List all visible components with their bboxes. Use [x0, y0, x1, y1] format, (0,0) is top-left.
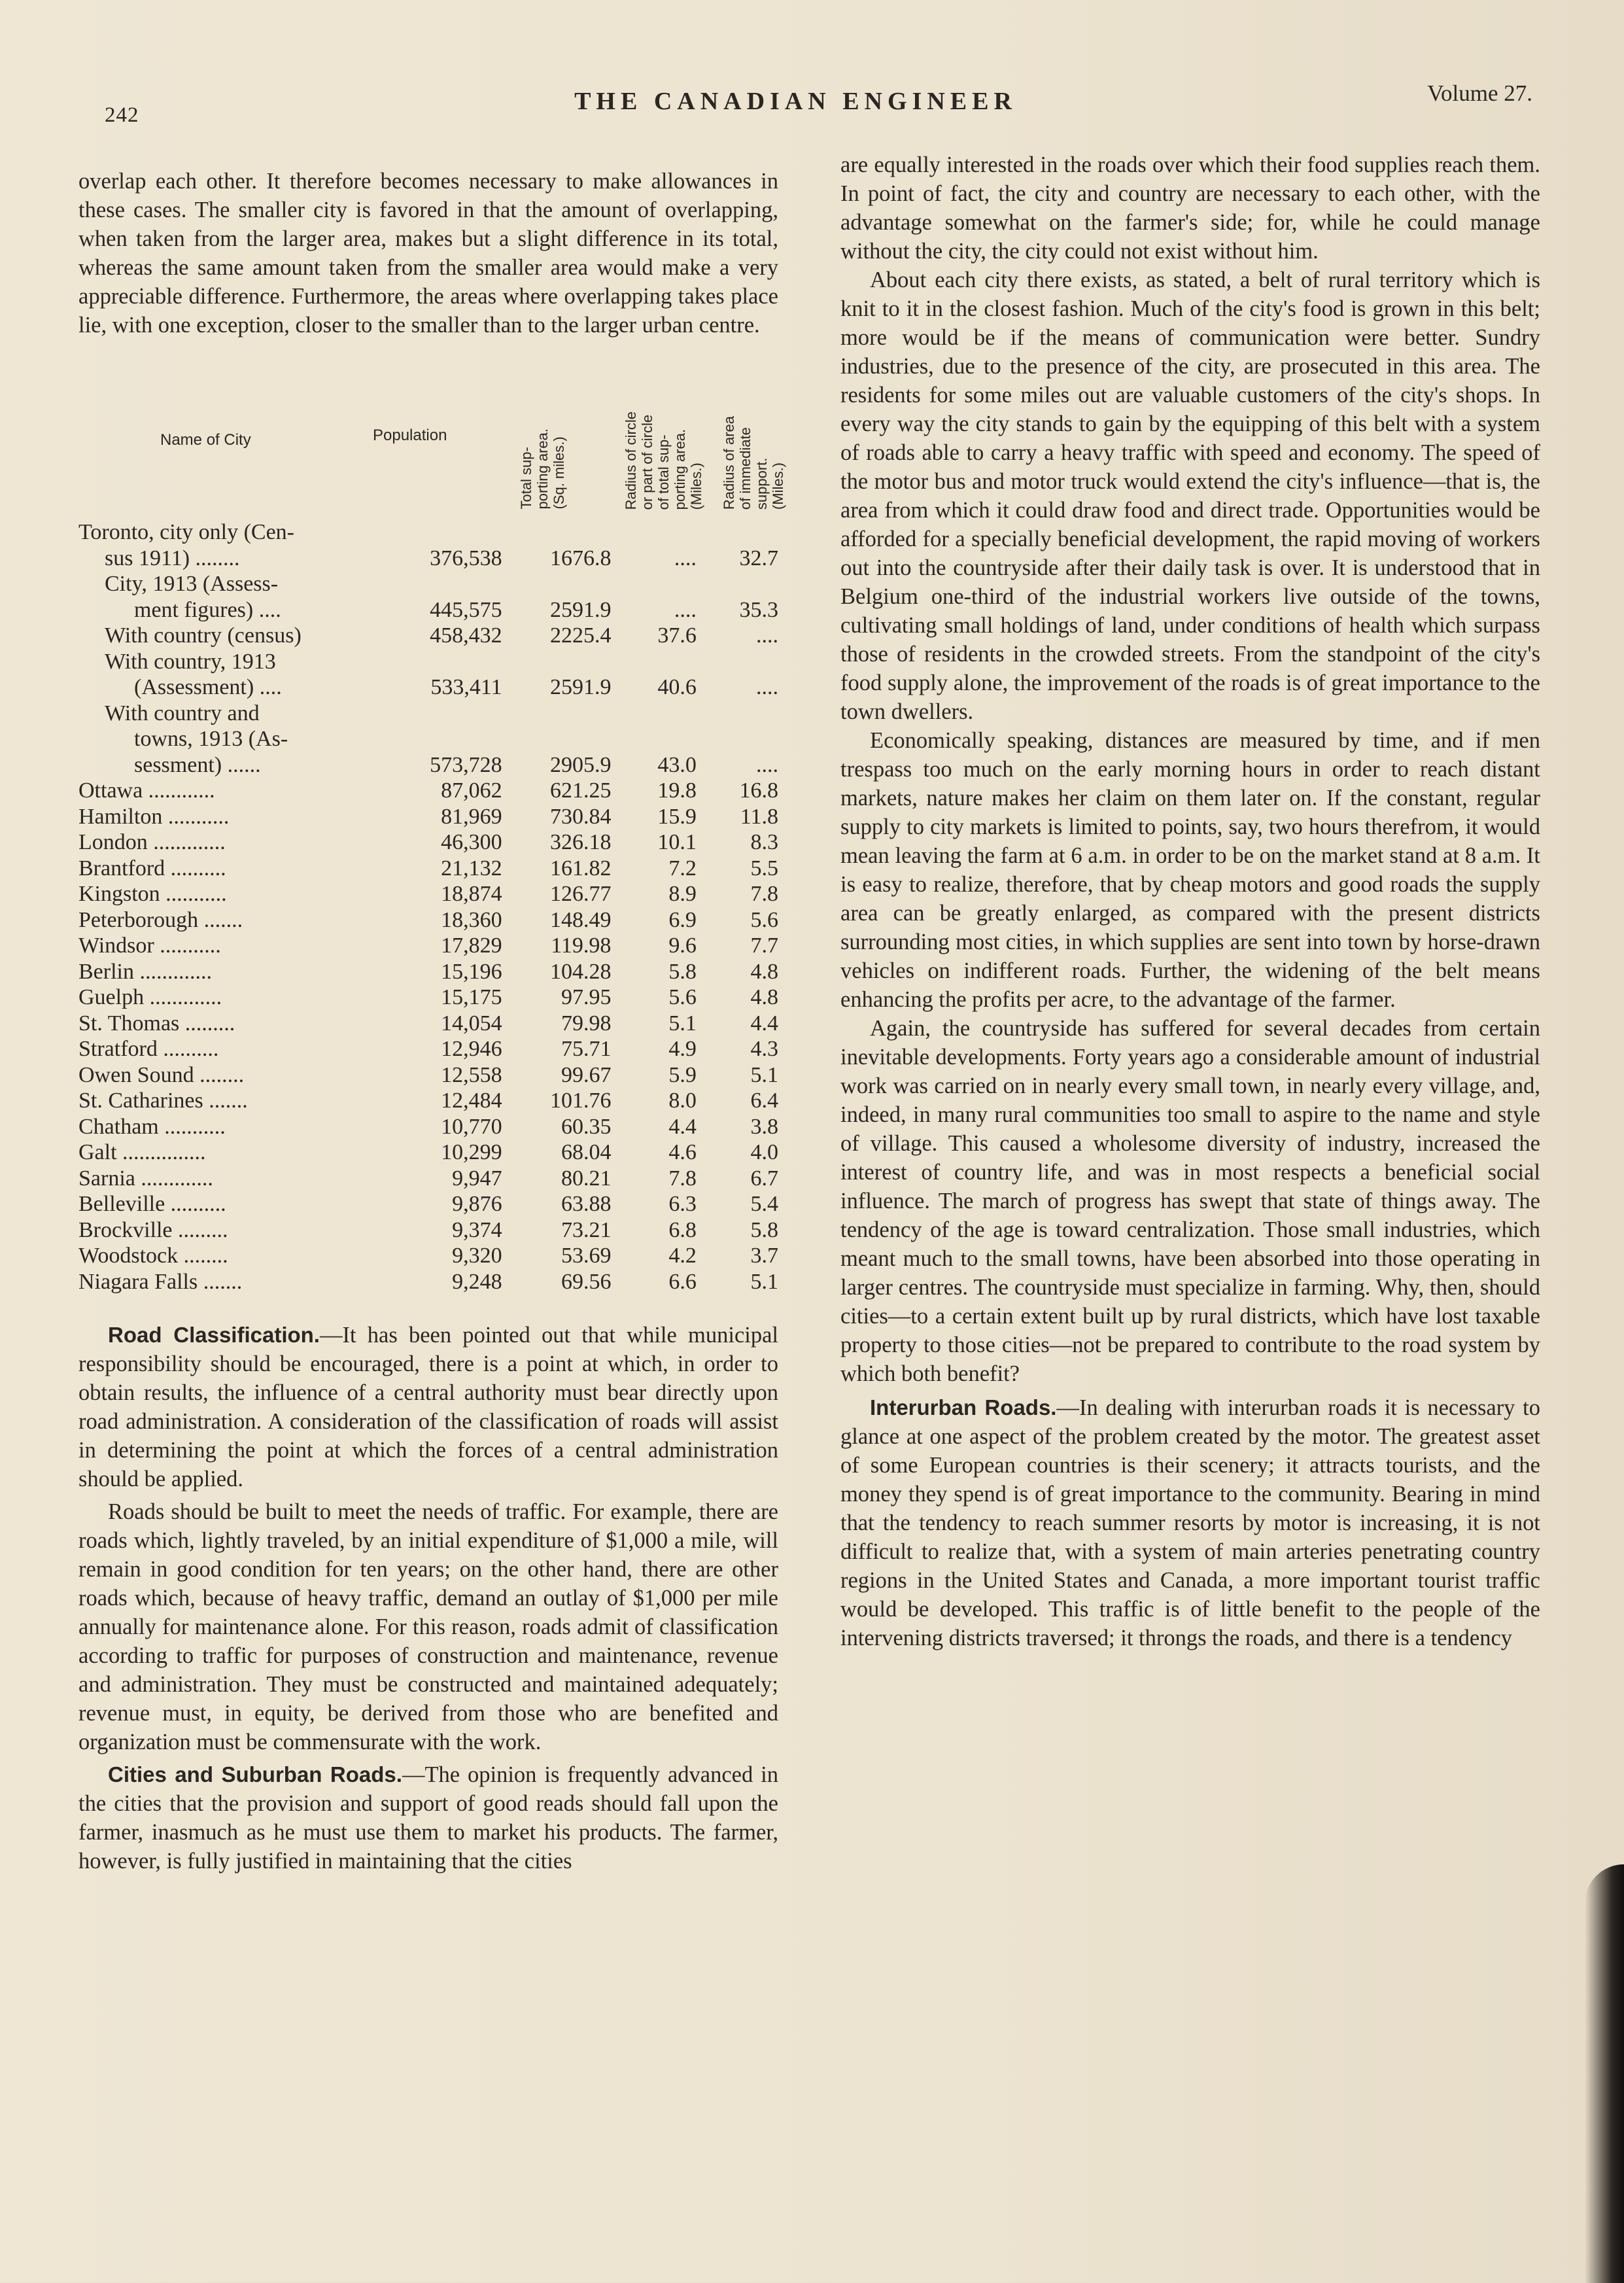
radius-cell	[614, 519, 699, 546]
city-name-cell: Ottawa ............	[78, 778, 215, 803]
area-cell: 69.56	[561, 1269, 612, 1294]
city-name-cell: Niagara Falls .......	[78, 1269, 243, 1294]
city-name-cell: sessment) ......	[134, 752, 261, 777]
city-name-cell: Berlin .............	[78, 959, 212, 984]
population-cell	[386, 571, 509, 597]
ring-cell: 7.8	[750, 882, 778, 906]
population-cell: 573,728	[430, 752, 502, 777]
ring-cell	[700, 649, 778, 675]
right-paragraph-2: About each city there exists, as stated, a belt of rural territory which is knit to it in the closest fashion. Much of the city's food is grown in this belt; more would be if the means of communication were better. Sundry industries, due to the presence of the city, are prosecuted in this area. The residents for some miles out are valuable customers of the city's shops. In every way the city stands to gain by the equipping of this belt with a system of roads able to carry a heavy traffic with speed and economy. The speed of the motor bus and motor truck would extend the city's influence—that is, the area from which it could draw food and direct trade. Opportunities would be afforded for a specially beneficial development, the rapid moving of workers out into the countryside after their daily task is over. It is understood that in Belgium one-third of the industrial workers live outside of the towns, cultivating small holdings of land, under conditions of health which surpass those of residents in the crowded streets. From the standpoint of the city's food supply alone, the improvement of the roads is of great importance to the town dwellers.	[840, 268, 1540, 724]
ring-cell: 3.7	[750, 1244, 778, 1268]
radius-cell	[614, 726, 699, 752]
population-cell: 533,411	[430, 675, 502, 699]
city-name-cell: towns, 1913 (As-	[134, 727, 288, 751]
ring-cell	[700, 519, 778, 546]
radius-cell: 10.1	[657, 830, 697, 854]
city-name-cell: With country (census)	[105, 623, 302, 648]
ring-cell: 5.6	[750, 907, 778, 932]
population-cell: 10,299	[441, 1140, 502, 1164]
table-row	[78, 881, 778, 907]
radius-cell: 43.0	[657, 752, 697, 777]
area-cell: 2905.9	[549, 752, 612, 777]
radius-cell: 4.4	[668, 1114, 697, 1139]
ring-cell	[700, 701, 778, 727]
table-row	[78, 701, 778, 727]
city-name-cell: Windsor ...........	[78, 933, 221, 958]
table-row	[78, 1269, 778, 1295]
city-name-cell: Brantford ..........	[78, 856, 226, 880]
road-classification-paragraph	[78, 1321, 778, 1493]
city-name-cell: Galt ...............	[78, 1140, 206, 1164]
radius-cell: 6.6	[668, 1269, 697, 1294]
table-header	[78, 366, 786, 519]
ring-cell: 4.8	[750, 959, 778, 984]
table-row	[78, 649, 778, 675]
radius-cell: ....	[674, 597, 697, 622]
city-name-cell: ment figures) ....	[134, 597, 281, 622]
ring-cell: 4.8	[750, 985, 778, 1009]
ring-cell: 7.7	[750, 933, 778, 958]
population-cell: 18,874	[441, 882, 502, 906]
cities-suburban-text: —The opinion is frequently advanced in the cities that the provision and support of good reads should fall upon the farmer, inasmuch as he must use them to market his products. The farmer, however, is fully justified in maintaining that the cities	[78, 1762, 778, 1873]
radius-cell	[614, 649, 699, 675]
ring-cell: 6.4	[750, 1089, 778, 1113]
radius-cell: 6.9	[668, 907, 697, 932]
population-cell: 9,248	[452, 1269, 502, 1294]
population-cell: 46,300	[441, 830, 502, 854]
ring-cell: 5.4	[750, 1192, 778, 1216]
city-name-cell: sus 1911) ........	[105, 546, 240, 570]
road-classification-heading: Road Classification.	[108, 1323, 320, 1347]
radius-cell: 5.1	[668, 1011, 697, 1036]
ring-cell: 3.8	[750, 1114, 778, 1139]
header-name-of-city: Name of City	[160, 431, 251, 449]
radius-cell	[614, 571, 699, 597]
table-row	[78, 1217, 778, 1244]
population-cell: 81,969	[441, 804, 502, 829]
table-row	[78, 1243, 778, 1269]
city-name-cell: Kingston ...........	[78, 882, 227, 906]
population-cell: 12,558	[441, 1062, 502, 1087]
population-cell: 87,062	[441, 778, 502, 803]
city-name-cell: With country and	[105, 701, 260, 725]
radius-cell: 5.9	[668, 1062, 697, 1087]
cities-suburban-heading: Cities and Suburban Roads.	[108, 1762, 402, 1786]
city-name-cell: Sarnia .............	[78, 1166, 213, 1191]
city-name-cell: Guelph .............	[78, 985, 222, 1009]
table-row	[78, 907, 778, 933]
right-paragraph-1: are equally interested in the roads over which their food supplies reach them. In point of fact, the city and country are necessary to each other, with the advantage somewhat on the farmer's side; for, while he could manage without the city, the city could not exist without him.	[840, 152, 1540, 264]
interurban-heading: Interurban Roads.	[870, 1395, 1057, 1420]
area-cell: 97.95	[561, 985, 612, 1009]
road-classification-text: —It has been pointed out that while municipal responsibility should be encouraged, there is a point at which, in order to obtain results, the influence of a central authority must bear directly upon road administration. A consideration of the classification of roads will assist in determining the point at which the forces of a central administration should be applied.	[78, 1323, 778, 1491]
table-row	[78, 829, 778, 856]
population-cell: 10,770	[441, 1114, 502, 1139]
population-cell: 15,196	[441, 959, 502, 984]
ring-cell: 16.8	[739, 778, 778, 803]
area-cell: 1676.8	[549, 546, 612, 570]
binding-shadow	[1585, 1864, 1624, 2283]
radius-cell: 8.0	[668, 1089, 697, 1113]
radius-cell: 7.8	[668, 1166, 697, 1191]
city-table	[78, 366, 786, 1295]
ring-cell: 8.3	[750, 830, 778, 854]
population-cell	[386, 649, 509, 675]
table-row	[78, 985, 778, 1011]
table-row	[78, 778, 778, 804]
radius-cell: 9.6	[668, 933, 697, 958]
population-cell: 14,054	[441, 1011, 502, 1036]
cities-suburban-paragraph	[78, 1760, 778, 1875]
right-paragraph-4: Again, the countryside has suffered for several decades from certain inevitable developments. Forty years ago a considerable amount of industrial work was carried on in nearly every small town, in nearly every village, and, indeed, in many rural communities too small to aspire to the name and style of village. This caused a wholesome diversity of industry, increased the interest of country life, and was in most respects a beneficial social influence. The march of progress has swept that state of things away. The tendency of the age is toward centralization. Those small industries, which meant much to the small towns, have been absorbed into those operating in larger centres. The countryside must specialize in farming. Why, then, should cities—to a certain extent built up by rural districts, which have lost taxable property to those cities—not be prepared to contribute to the road system by which both benefit?	[840, 1016, 1540, 1386]
city-name-cell: Toronto, city only (Cen-	[78, 520, 295, 544]
table-row	[78, 1062, 778, 1089]
population-cell	[386, 701, 509, 727]
area-cell: 621.25	[549, 778, 612, 803]
interurban-paragraph	[840, 1393, 1540, 1652]
population-cell: 9,947	[452, 1166, 502, 1191]
radius-cell: 4.2	[668, 1244, 697, 1268]
area-cell: 126.77	[549, 882, 612, 906]
radius-cell	[614, 701, 699, 727]
table-row	[78, 804, 778, 830]
ring-cell	[700, 571, 778, 597]
ring-cell: 5.1	[750, 1062, 778, 1087]
table-row	[78, 1088, 778, 1114]
radius-cell: 6.8	[668, 1217, 697, 1242]
ring-cell: 5.8	[750, 1217, 778, 1242]
right-column	[840, 150, 1540, 1652]
population-cell: 9,876	[452, 1192, 502, 1216]
table-row	[78, 674, 778, 701]
population-cell: 21,132	[441, 856, 502, 880]
population-cell: 12,484	[441, 1089, 502, 1113]
radius-cell: 7.2	[668, 856, 697, 880]
area-cell: 79.98	[561, 1011, 612, 1036]
ring-cell	[700, 726, 778, 752]
radius-cell: 15.9	[657, 804, 697, 829]
table-row	[78, 752, 778, 778]
table-row	[78, 856, 778, 882]
city-name-cell: Belleville ..........	[78, 1192, 226, 1216]
area-cell: 104.28	[549, 959, 612, 984]
city-name-cell: (Assessment) ....	[134, 675, 282, 699]
population-cell: 17,829	[441, 933, 502, 958]
table-row	[78, 933, 778, 959]
area-cell: 99.67	[561, 1062, 612, 1087]
right-paragraph-3: Economically speaking, distances are measured by time, and if men trespass too much on the early morning hours in order to reach distant markets, nature makes her claim on them later on. If the constant, regular supply to city markets is limited to points, say, two hours therefrom, it would mean leaving the farm at 6 a.m. in order to be on the market stand at 8 a.m. It is easy to realize, therefore, that by cheap motors and good roads the supply area can be greatly enlarged, as compared with the present districts surrounding most cities, in which supplies are sent into town by horse-drawn vehicles on indifferent roads. Further, the widening of the belt means enhancing the profits per acre, to the advantage of the farmer.	[840, 728, 1540, 1012]
area-cell: 75.71	[561, 1037, 612, 1061]
population-cell: 376,538	[430, 546, 502, 570]
table-row	[78, 597, 778, 623]
page-number: 242	[105, 103, 139, 127]
area-cell: 161.82	[549, 856, 612, 880]
population-cell: 12,946	[441, 1037, 502, 1061]
city-name-cell: St. Thomas .........	[78, 1011, 235, 1036]
area-cell: 53.69	[561, 1244, 612, 1268]
roads-traffic-paragraph: Roads should be built to meet the needs of traffic. For example, there are roads which, lightly traveled, by an initial expenditure of $1,000 a mile, will remain in good condition for ten years; on the other hand, there are other roads which, because of heavy traffic, demand an outlay of $1,000 per mile annually for maintenance alone. For this reason, roads admit of classification according to traffic for purposes of construction and maintenance, revenue and administration. They must be constructed and maintained adequately; revenue must, in equity, be derived from those who are benefited and organization must be commensurate with the work.	[78, 1499, 778, 1754]
table-row	[78, 1036, 778, 1062]
table-row	[78, 623, 778, 649]
city-name-cell: With country, 1913	[105, 649, 276, 674]
table-row	[78, 519, 778, 546]
ring-cell: 32.7	[739, 546, 778, 570]
population-cell: 9,320	[452, 1244, 502, 1268]
radius-cell: 37.6	[657, 623, 697, 648]
table-row	[78, 1191, 778, 1217]
radius-cell: ....	[674, 546, 697, 570]
population-cell: 458,432	[430, 623, 502, 648]
area-cell: 2225.4	[549, 623, 612, 648]
area-cell	[509, 519, 615, 546]
area-cell: 2591.9	[549, 597, 612, 622]
intro-paragraph: overlap each other. It therefore becomes necessary to make allowances in these cases. The smaller city is favored in that the amount of overlapping, when taken from the larger area, makes but a slight difference in its total, whereas the same amount taken from the smaller area would make a very appreciable difference. Furthermore, the areas where overlapping takes place lie, with one exception, closer to the smaller than to the larger urban centre.	[78, 169, 778, 338]
population-cell: 9,374	[452, 1217, 502, 1242]
ring-cell: 35.3	[739, 597, 778, 622]
population-cell: 15,175	[441, 985, 502, 1009]
running-header	[98, 77, 1532, 127]
radius-cell: 40.6	[657, 675, 697, 699]
volume-label: Volume 27.	[1427, 80, 1532, 106]
area-cell: 80.21	[561, 1166, 612, 1191]
table-row	[78, 1140, 778, 1166]
city-name-cell: Hamilton ...........	[78, 804, 230, 829]
table-row	[78, 1114, 778, 1140]
table-row	[78, 571, 778, 597]
ring-cell: 5.1	[750, 1269, 778, 1294]
area-cell	[509, 701, 615, 727]
city-name-cell: St. Catharines .......	[78, 1089, 248, 1113]
city-name-cell: Brockville .........	[78, 1217, 228, 1242]
ring-cell: 11.8	[740, 804, 778, 829]
radius-cell: 4.6	[668, 1140, 697, 1164]
radius-cell: 5.6	[668, 985, 697, 1009]
header-radius: Radius of circle or part of circle of total sup- porting area. (Miles.)	[623, 411, 704, 510]
city-name-cell: Chatham ...........	[78, 1114, 226, 1139]
area-cell: 2591.9	[549, 675, 612, 699]
population-cell: 445,575	[430, 597, 502, 622]
radius-cell: 5.8	[668, 959, 697, 984]
table-body	[78, 519, 778, 1295]
area-cell	[509, 726, 615, 752]
ring-cell: 4.4	[750, 1011, 778, 1036]
area-cell: 119.98	[551, 933, 612, 958]
header-immediate-support: Radius of area of immediate support. (Miles.)	[721, 415, 786, 510]
population-cell	[386, 726, 509, 752]
ring-cell: 4.3	[750, 1037, 778, 1061]
area-cell	[509, 571, 615, 597]
area-cell: 730.84	[549, 804, 612, 829]
ring-cell: 5.5	[750, 856, 778, 880]
city-name-cell: Stratford ..........	[78, 1037, 219, 1061]
city-name-cell: Owen Sound ........	[78, 1062, 245, 1087]
city-name-cell: London .............	[78, 830, 226, 854]
area-cell	[509, 649, 615, 675]
ring-cell: ....	[756, 752, 778, 777]
interurban-text: —In dealing with interurban roads it is necessary to glance at one aspect of the problem created by the motor. The greatest asset of some European countries is their scenery; it attracts tourists, and the money they spend is of great importance to the community. Bearing in mind that the tendency to reach summer resorts by motor is increasing, it is not difficult to realize that, with a system of main arteries penetrating country regions in the United States and Canada, a more important tourist traffic would be developed. This traffic is of little benefit to the people of the intervening districts traversed; it throngs the roads, and there is a tendency	[840, 1395, 1540, 1650]
area-cell: 73.21	[561, 1217, 612, 1242]
table-row	[78, 546, 778, 572]
table-row	[78, 959, 778, 985]
radius-cell: 19.8	[657, 778, 697, 803]
city-name-cell: Woodstock ........	[78, 1244, 228, 1268]
ring-cell: 4.0	[750, 1140, 778, 1164]
table-row	[78, 1011, 778, 1037]
radius-cell: 8.9	[668, 882, 697, 906]
ring-cell: 6.7	[750, 1166, 778, 1191]
area-cell: 326.18	[549, 830, 612, 854]
left-column	[78, 167, 786, 1875]
journal-title: THE CANADIAN ENGINEER	[574, 88, 1017, 115]
city-name-cell: City, 1913 (Assess-	[105, 572, 279, 596]
ring-cell: ....	[756, 675, 778, 699]
ring-cell: ....	[756, 623, 778, 648]
header-population: Population	[373, 427, 447, 444]
area-cell: 63.88	[561, 1192, 612, 1216]
area-cell: 60.35	[561, 1114, 612, 1139]
table-row	[78, 1166, 778, 1192]
population-cell	[386, 519, 509, 546]
area-cell: 101.76	[549, 1089, 612, 1113]
area-cell: 68.04	[561, 1140, 612, 1164]
city-name-cell: Peterborough .......	[78, 907, 243, 932]
table-row	[78, 726, 778, 752]
radius-cell: 6.3	[668, 1192, 697, 1216]
radius-cell: 4.9	[668, 1037, 697, 1061]
population-cell: 18,360	[441, 907, 502, 932]
header-total-area: Total sup- porting area. (Sq. miles.)	[518, 428, 567, 510]
area-cell: 148.49	[549, 907, 612, 932]
